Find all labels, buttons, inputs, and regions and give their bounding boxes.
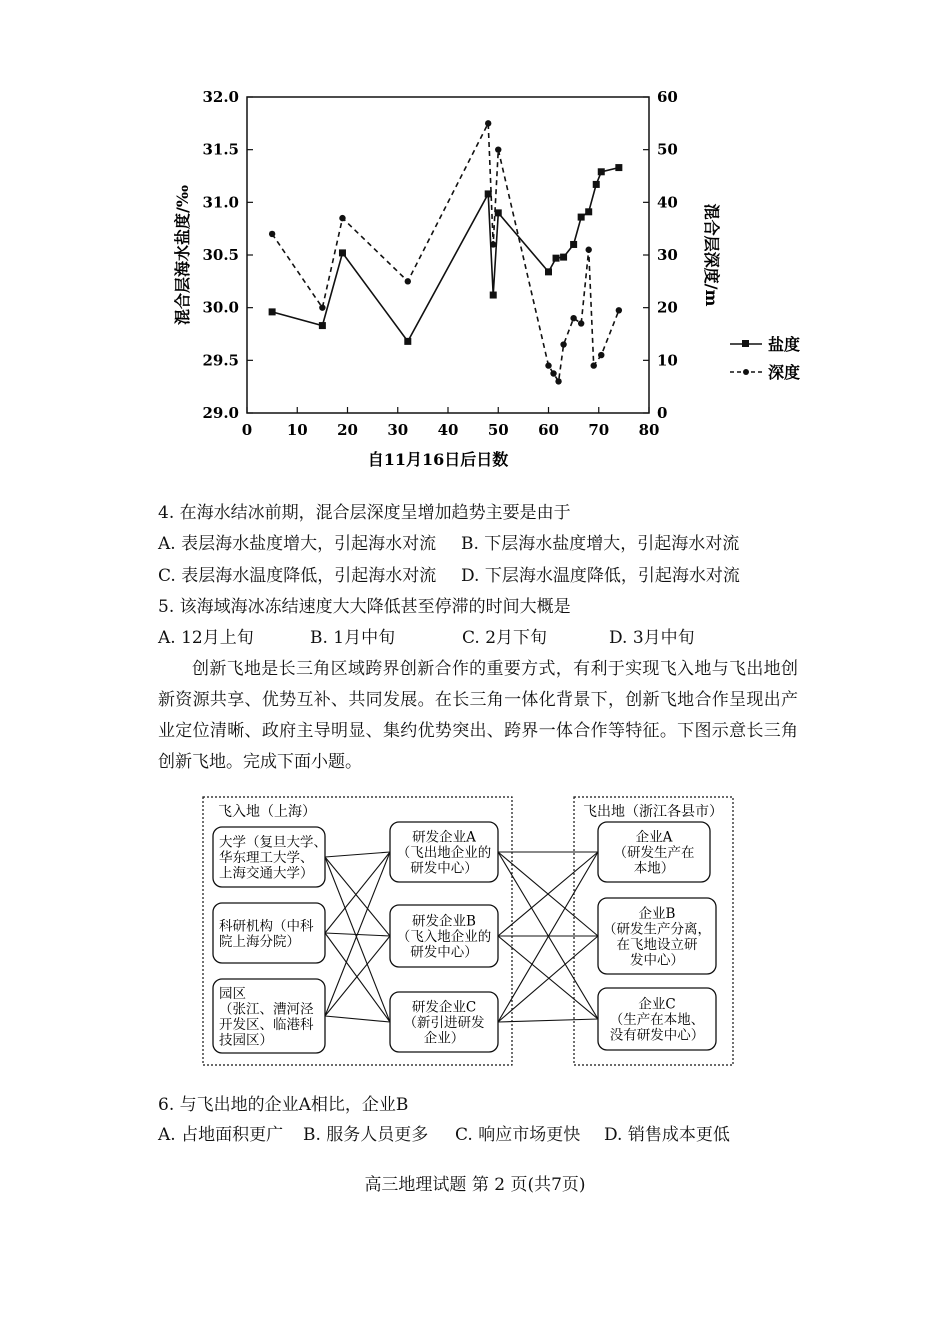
y-axis-label-right: 混合层深度/m <box>702 203 721 307</box>
question-4-stem: 4. 在海水结冰前期，混合层深度呈增加趋势主要是由于 <box>158 503 571 523</box>
salinity-point <box>553 255 560 262</box>
depth-point <box>570 315 576 321</box>
x-tick-label: 70 <box>588 421 610 439</box>
flyin-box-1-text: 上海交通大学） <box>219 865 314 882</box>
salinity-point <box>485 190 492 197</box>
flyout-box-1-text: （研发生产在 <box>613 845 695 861</box>
flyin-box-3-text: 技园区） <box>219 1032 273 1049</box>
depth-point <box>591 362 597 368</box>
legend-depth: 深度 <box>768 363 801 382</box>
y-left-tick-label: 32.0 <box>202 88 239 106</box>
question-4-option-a: A. 表层海水盐度增大，引起海水对流 <box>158 534 437 554</box>
salinity-point <box>404 338 411 345</box>
rd-enterprise-box-2-text: 研发企业B <box>412 913 476 930</box>
depth-point <box>269 231 275 237</box>
rd-enterprise-box-1-text: （飞出地企业的 <box>396 845 492 861</box>
question-5-option-b: B. 1月中旬 <box>310 628 396 648</box>
question-4-option-c: C. 表层海水温度降低，引起海水对流 <box>158 566 437 586</box>
question-5-stem: 5. 该海域海冰冻结速度大大降低甚至停滞的时间大概是 <box>158 597 571 617</box>
salinity-point <box>545 268 552 275</box>
y-right-tick-label: 30 <box>657 246 678 264</box>
rd-enterprise-box-1-text: 研发企业A <box>412 829 476 846</box>
question-6-option-b: B. 服务人员更多 <box>303 1125 429 1145</box>
y-right-tick-label: 60 <box>657 88 678 106</box>
question-5-option-d: D. 3月中旬 <box>609 628 695 648</box>
plot-frame <box>247 97 649 413</box>
flyin-box-1-text: 大学（复旦大学、 <box>219 834 327 851</box>
salinity-point <box>339 249 346 256</box>
question-6-option-d: D. 销售成本更低 <box>604 1125 730 1145</box>
question-6-option-a: A. 占地面积更广 <box>158 1125 284 1145</box>
x-tick-label: 50 <box>487 421 509 439</box>
flyout-box-3-text: 企业C <box>638 996 676 1013</box>
flyout-box-3-text: 没有研发中心） <box>609 1027 705 1044</box>
connector-line <box>325 852 390 933</box>
connector-line <box>325 1016 390 1022</box>
y-right-tick-label: 50 <box>657 140 678 159</box>
salinity-point <box>585 208 592 215</box>
flyin-box-1-text: 华东理工大学、 <box>219 850 314 866</box>
x-tick-label: 10 <box>286 421 308 439</box>
y-left-tick-label: 31.0 <box>202 193 239 212</box>
flyout-box-3-text: （生产在本地、 <box>609 1012 705 1028</box>
x-tick-label: 40 <box>437 421 459 439</box>
legend-dot-marker <box>743 369 749 375</box>
depth-point <box>578 320 584 326</box>
depth-point <box>560 341 566 347</box>
connector-line <box>325 852 390 857</box>
depth-point <box>545 362 551 368</box>
left-group-title: 飞入地（上海） <box>218 804 316 820</box>
salinity-point <box>490 292 497 299</box>
question-5-option-a: A. 12月上旬 <box>158 628 254 648</box>
flyin-box-2-text: 科研机构（中科 <box>219 918 314 935</box>
salinity-point <box>269 308 276 315</box>
flyout-box-2-text: 发中心） <box>630 952 684 969</box>
question-4-option-d: D. 下层海水温度降低，引起海水对流 <box>461 566 740 586</box>
right-group-title: 飞出地（浙江各县市） <box>583 804 723 820</box>
connector-line <box>325 933 390 1022</box>
salinity-point <box>570 241 577 248</box>
innovation-enclave-diagram <box>200 790 740 1070</box>
rd-enterprise-box-3-text: （新引进研发 <box>403 1015 485 1031</box>
connector-line <box>498 1019 598 1022</box>
question-5-option-c: C. 2月下旬 <box>462 628 548 648</box>
rd-enterprise-box-3-text: 企业） <box>423 1030 465 1047</box>
salinity-depth-chart <box>150 82 830 482</box>
y-left-tick-label: 31.5 <box>202 140 239 159</box>
x-tick-label: 80 <box>638 421 660 439</box>
flyout-box-2-text: 在飞地设立研 <box>616 936 698 953</box>
depth-point <box>598 352 604 358</box>
salinity-point <box>560 254 567 261</box>
salinity-point <box>593 181 600 188</box>
flyin-box-2-text: 院上海分院） <box>219 933 300 950</box>
depth-point <box>339 215 345 221</box>
y-left-tick-label: 29.5 <box>202 351 239 370</box>
y-left-tick-label: 30.0 <box>202 298 239 317</box>
x-axis-label: 自11月16日后日数 <box>367 450 509 469</box>
depth-point <box>586 247 592 253</box>
salinity-point <box>578 214 585 221</box>
y-right-tick-label: 10 <box>657 351 678 370</box>
page-footer: 高三地理试题 第 2 页(共7页) <box>364 1175 586 1195</box>
salinity-point <box>319 322 326 329</box>
x-tick-label: 0 <box>241 421 253 439</box>
question-4-option-b: B. 下层海水盐度增大，引起海水对流 <box>461 534 740 554</box>
depth-point <box>319 304 325 310</box>
y-right-tick-label: 0 <box>657 404 668 422</box>
rd-enterprise-box-2-text: 研发中心） <box>410 944 478 961</box>
rd-enterprise-box-1-text: 研发中心） <box>410 860 478 877</box>
depth-point <box>555 378 561 384</box>
depth-point <box>405 278 411 284</box>
flyout-box-1-text: 企业A <box>635 829 673 846</box>
depth-point <box>616 307 622 313</box>
question-6-stem: 6. 与飞出地的企业A相比，企业B <box>158 1095 409 1115</box>
x-tick-label: 20 <box>337 421 358 439</box>
x-tick-label: 30 <box>387 421 409 439</box>
flyout-box-2-text: 企业B <box>638 905 676 922</box>
y-left-tick-label: 29.0 <box>202 404 239 422</box>
x-tick-label: 60 <box>538 421 559 439</box>
intro-paragraph: 创新飞地是长三角区域跨界创新合作的重要方式，有利于实现飞入地与飞出地创新资源共享、优势互补、共同发展。在长三角一体化背景下，创新飞地合作呈现出产业定位清晰、政府主导明显、集约优势突出、跨界一体合作等特征。下图示意长三角创新飞地。完成下面小题。 <box>158 659 798 772</box>
connector-line <box>325 857 390 936</box>
connector-line <box>325 857 390 1022</box>
depth-point <box>550 370 556 376</box>
depth-point <box>490 241 496 247</box>
salinity-point <box>598 168 605 175</box>
legend <box>730 335 800 382</box>
legend-square-marker <box>742 340 749 347</box>
flyin-box-3-text: （张江、漕河泾 <box>219 1001 314 1018</box>
flyout-box-2-text: （研发生产分离， <box>603 921 711 938</box>
depth-point <box>495 146 501 152</box>
y-left-tick-label: 30.5 <box>202 246 239 264</box>
rd-enterprise-box-3-text: 研发企业C <box>411 999 477 1016</box>
flyin-box-3-text: 开发区、临港科 <box>219 1016 314 1033</box>
salinity-point <box>615 164 622 171</box>
salinity-point <box>495 209 502 216</box>
question-6-option-c: C. 响应市场更快 <box>455 1125 581 1145</box>
rd-enterprise-box-2-text: （飞入地企业的 <box>396 929 492 945</box>
y-axis-label-left: 混合层海水盐度/‰ <box>173 184 192 326</box>
y-right-tick-label: 20 <box>657 298 678 317</box>
legend-salinity: 盐度 <box>768 335 801 354</box>
y-right-tick-label: 40 <box>657 193 678 212</box>
depth-point <box>485 120 491 126</box>
flyin-box-3-text: 园区 <box>219 985 246 1002</box>
connector-line <box>325 936 390 1016</box>
flyout-box-1-text: 本地） <box>633 860 675 877</box>
